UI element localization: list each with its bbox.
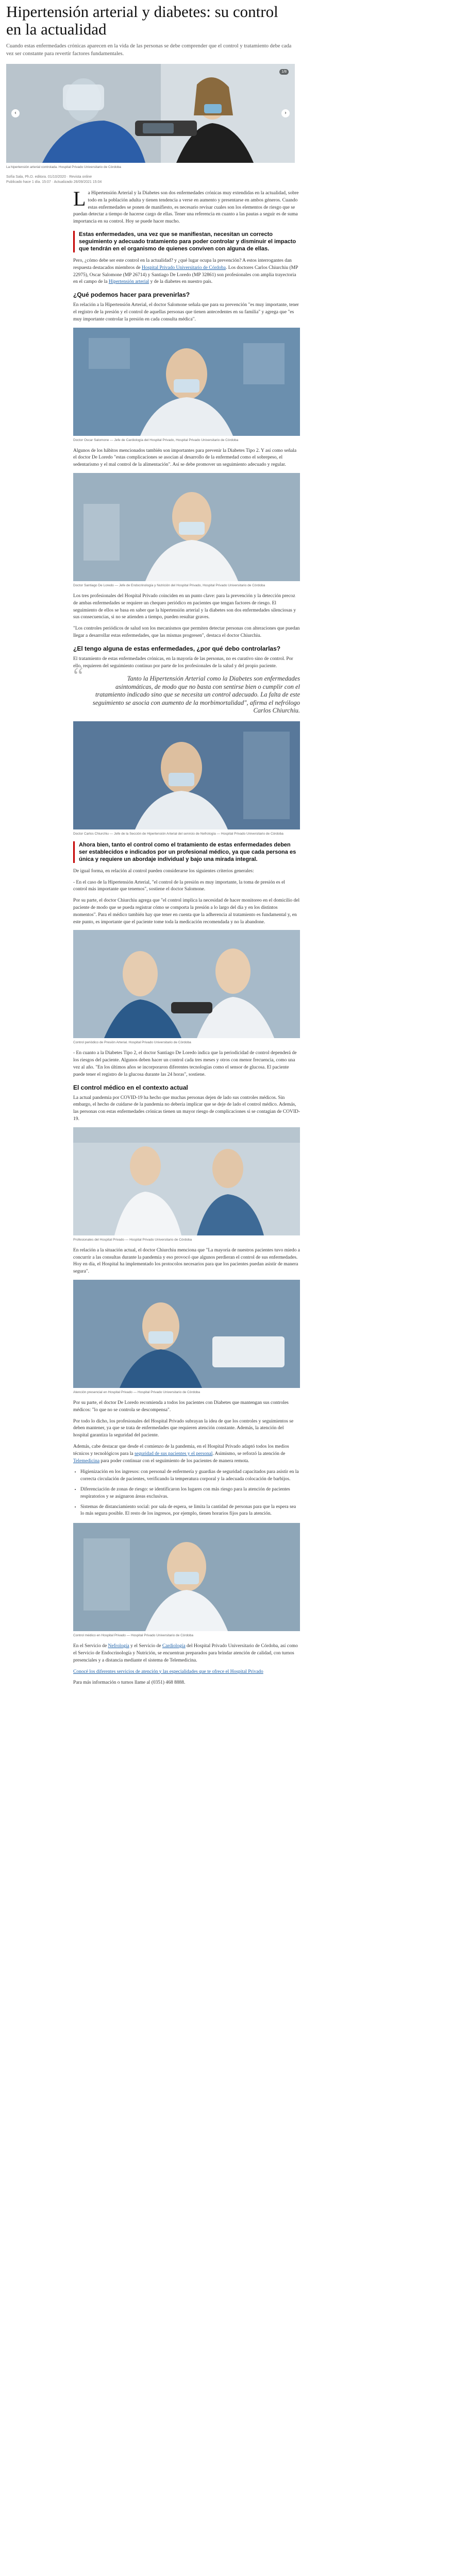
paragraph: Por su parte, el doctor De Loredo recomienda a todos los pacientes con Diabetes que mantengan sus controles médicos: "lo que no se controla se descompensa". <box>73 1400 289 1413</box>
photo-professionals <box>73 1127 300 1235</box>
telemedicina-link[interactable]: Telemedicina <box>73 1458 100 1464</box>
security-link[interactable]: seguridad de sus pacientes y el personal <box>134 1451 213 1456</box>
paragraph: La actual pandemia por COVID-19 ha hecho que muchas personas dejen de lado sus controles médicos. Sin embargo, el hecho de cuidarse de la pandemia no debería implicar que se deje de lado el control médico. Además, las personas con estas enfermedades crónicas tienen un mayor riesgo de complicaciones si se contagian de COVID-19. <box>73 1095 300 1122</box>
paragraph: Algunos de los hábitos mencionados también son importantes para prevenir la Diabetes Tipo 2. Y así como señala el doctor De Loredo "estas complicaciones se asocian al desarrollo de la enfermedad como el sobrepeso, el sedentarismo y el mal control de la alimentación". Así se debe promover un seguimiento adecuado y regular. <box>73 448 297 468</box>
slide-counter: 1/8 <box>279 69 289 75</box>
list-item: • Sistemas de distanciamiento social: por sala de espera, se limita la cantidad de personas para que la espera sea lo más segura posible. El resto de los ingresos, por ejemplo, tienen horarios fijos para la atención. <box>80 1504 300 1518</box>
highlight-block: Estas enfermedades, una vez que se manifiestan, necesitan un correcto seguimiento y adecuado tratamiento para poder controlar y disminuir el impacto que tendrán en el organismo de quienes conviven con alguna de ellas. <box>73 231 300 252</box>
photo-caption: Doctor Oscar Salomone — Jefe de Cardiología del Hospital Privado, Hospital Privado Universitario de Córdoba <box>73 438 239 442</box>
paragraph <box>73 1669 300 1676</box>
list-item: • Higienización en los ingresos: con personal de enfermería y guardias de seguridad capacitados para asistir en la correcta circulación de pacientes, verificando la temperatura corporal y la adecuada colocación de barbijos. <box>80 1469 300 1483</box>
paragraph: - En cuanto a la Diabetes Tipo 2, el doctor Santiago De Loredo indica que la periodicidad de control dependerá de los riesgos del paciente. Algunos deben hacer un control cada tres meses y otros con menor frecuencia, como una vez al año. "En los últimos años se incorporaron diferentes tecnologías como el sensor de glucosa. El paciente puede tener el registro de la glucosa durante las 24 horas", sostiene. <box>73 1050 297 1077</box>
paragraph: Para más información o turnos llame al (0351) 468 8888. <box>73 1680 186 1686</box>
photo-caption: Atención presencial en Hospital Privado — Hospital Privado Universitario de Córdoba <box>73 1390 201 1394</box>
hipertension-link[interactable]: Hipertensión arterial <box>108 279 149 285</box>
paragraph: Por todo lo dicho, los profesionales del Hospital Privado subrayan la idea de que los controles y seguimientos se deben mantener, ya que se trata de enfermedades que requieren atención constante. Además, la atención del hospital garantiza la seguridad del paciente. <box>73 1418 294 1438</box>
paragraph: Además, cabe destacar que desde el comienzo de la pandemia, en el Hospital Privado adaptó todos los medios técnicos y tecnológicos para la seguridad de sus pacientes y el personal. Asimismo, se reforzó la atención de Telemedicina para poder continuar con el seguimiento de los pacientes de manera remota. <box>73 1444 289 1464</box>
previous-arrow-icon[interactable]: ‹ <box>11 109 20 117</box>
section-heading: El control médico en el contexto actual <box>73 1083 188 1091</box>
article-column <box>6 0 300 1687</box>
cardiologia-link[interactable]: Cardiología <box>162 1643 186 1649</box>
article-date: Publicado hace 1 día. 15:07 · Actualizado 26/09/2021 15:04 <box>6 180 102 184</box>
photo-medical-control <box>73 1523 300 1631</box>
photo-caption: Doctor Santiago De Loredo — Jefe de Endocrinología y Nutrición del Hospital Privado, Hospital Privado Universitario de Córdoba <box>73 583 265 587</box>
paragraph: En relación a la Hipertensión Arterial, el doctor Salomone señala que para su prevención "es muy importante, tener el registro de la presión y el control de aquellas personas que tienen antecedentes en su familia" y agrega que "es muy importante controlar la presión en cada consulta médica". <box>73 302 299 322</box>
photo-caption: Profesionales del Hospital Privado — Hospital Privado Universitario de Córdoba <box>73 1238 192 1242</box>
highlight-block: Ahora bien, tanto el control como el tratamiento de estas enfermedades deben ser establecidos e indicados por un profesional médico, ya que cada persona es única y requiere un abordaje individual y bajo una mirada integral. <box>73 841 300 863</box>
hero-caption: La hipertensión arterial controlada. Hospital Privado Universitario de Córdoba <box>6 165 121 169</box>
section-heading: ¿El tengo alguna de estas enfermedades, ¿por qué debo controlarlas? <box>73 645 281 652</box>
article-meta <box>6 175 295 185</box>
hero-gallery[interactable] <box>6 64 295 163</box>
photo-blood-pressure <box>73 930 300 1038</box>
measures-list <box>80 1469 300 1518</box>
paragraph: - En el caso de la Hipertensión Arterial, "el control de la presión es muy importante, la toma de presión es el control más importante que tenemos", sostiene el doctor Salomone. <box>73 879 285 892</box>
paragraph: Por su parte, el doctor Chiurchiu agrega que "el control implica la necesidad de hacer monitoreo en el domicilio del paciente de modo que se pueda registrar cómo se comporta la presión a lo largo del día y en los distintos momentos". Para el médico también hay que tener en cuenta que la adherencia al tratamiento es fundamental y, en este punto, es importante que el paciente tome toda la medicación recomendada y no la abandone. <box>73 898 300 925</box>
drop-cap: L <box>73 187 86 210</box>
article-author: Sofía Sala, Ph.D. editora. 01/10/2020 · Revista online <box>6 175 92 179</box>
paragraph: En el Servicio de Nefrología y el Servicio de Cardiología del Hospital Privado Universitario de Córdoba, así como el Servicio de Endocrinología y Nutrición, se encuentran preparados para brindar atención de calidad, con turnos presenciales y a distancia mediante el sistema de Telemedicina. <box>73 1643 298 1663</box>
photo-caption: Doctor Carlos Chiurchiu — Jefe de la Sección de Hipertensión Arterial del servicio de Nefrología — Hospital Privado Universitario de Córdoba <box>73 832 283 836</box>
nefrologia-link[interactable]: Nefrología <box>108 1643 129 1649</box>
photo-caption: Control periódico de Presión Arterial. Hospital Privado Universitario de Córdoba <box>73 1041 191 1045</box>
next-arrow-icon[interactable]: › <box>281 109 290 117</box>
photo-doctor-chiurchiu <box>73 721 300 829</box>
photo-doctor-de-loredo <box>73 473 300 581</box>
article-title: Hipertensión arterial y diabetes: su control en la actualidad <box>6 3 278 38</box>
paragraph: El tratamiento de estas enfermedades crónicas, en la mayoría de las personas, no es curativo sino de control. Por ello, requieren del seguimiento continuo por parte de los profesionales de la salud y del propio paciente. <box>73 656 293 669</box>
photo-in-person-care <box>73 1280 300 1388</box>
article-body <box>73 187 300 1687</box>
paragraph: En relación a la situación actual, el doctor Chiurchiu menciona que "La mayoría de nuestros pacientes tuvo miedo a concurrir a las consultas durante la pandemia y eso provocó que algunos perdieran el control de sus enfermedades. Hoy en día, el Hospital ha implementado los protocolos necesarios para que los pacientes puedan asistir de manera segura". <box>73 1247 300 1275</box>
paragraph: Pero, ¿cómo debe ser este control en la actualidad? y ¿qué lugar ocupa la prevención? A estos interrogantes dan respuesta destacados miembros de Hospital Privado Universitario de Córdoba. Los doctores Carlos Chiurchiu (MP 22975), Oscar Salomone (MP 26714) y Santiago De Loredo (MP 32861) son profesionales con amplia trayectoria en el campo de la Hipertensión arterial y de la diabetes en nuestro país. <box>73 258 298 285</box>
paragraph: Los tres profesionales del Hospital Privado coinciden en un punto clave: para la prevención y la detección precoz de ambas enfermedades se requiere un chequeo periódico en pacientes que tengan factores de riesgo. El seguimiento de ellos se basa en saber que la hipertensión arterial y la diabetes son dos enfermedades silenciosas y sus consecuencias, si no se atienden a tiempo, pueden resultar graves. <box>73 593 296 620</box>
article-lead: Cuando estas enfermedades crónicas aparecen en la vida de las personas se debe comprender que el control y tratamiento debe cada vez ser constante para revertir factores fundamentales. <box>6 43 292 57</box>
photo-doctor-salomone <box>73 328 300 436</box>
paragraph: La Hipertensión Arterial y la Diabetes son dos enfermedades crónicas muy extendidas en la actualidad, sobre todo en la población adulta y tienen tendencia a verse en aumento y presentarse en ambos géneros. Cuando estas enfermedades se ponen de manifiesto, es necesario revisar cuales son los elementos de riesgo que se puedan detectar a tiempo de hacerse cargo de ellas. Tener una referencia en cuanto a las pautas a seguir es de suma importancia en su control. Hoy se puede hacer mucho. <box>73 187 299 225</box>
paragraph: "Los controles periódicos de salud son los mecanismos que permiten detectar personas con alteraciones que puedan llegar a desarrollar estas enfermedades, que las mismas progresen", destaca el doctor Chiurchiu. <box>73 626 300 638</box>
services-link[interactable]: Conocé los diferentes servicios de atención y las especialidades que te ofrece el Hospital Privado <box>73 1669 263 1674</box>
list-item: • Diferenciación de zonas de riesgo: se identificaron los lugares con más riesgo para la atención de pacientes respiratorios y se asignaron áreas exclusivas. <box>80 1486 300 1501</box>
hospital-link[interactable]: Hospital Privado Universitario de Córdoba <box>141 265 226 270</box>
pull-quote: “ Tanto la Hipertensión Arterial como la Diabetes son enfermedades asintomáticas, de modo que no basta con sentirse bien o cumplir con el tratamiento indicado sino que se necesita un control adecuado. La falta de este seguimiento se asocia con aumento de la morbimortalidad", afirma el nefrólogo Carlos Chiurchiu. <box>73 675 300 715</box>
photo-caption: Control médico en Hospital Privado — Hospital Privado Universitario de Córdoba <box>73 1634 194 1638</box>
paragraph: De igual forma, en relación al control pueden considerarse los siguientes criterios generales: <box>73 868 254 874</box>
section-heading: ¿Qué podemos hacer para prevenirlas? <box>73 291 190 299</box>
hero-photo <box>6 64 295 163</box>
